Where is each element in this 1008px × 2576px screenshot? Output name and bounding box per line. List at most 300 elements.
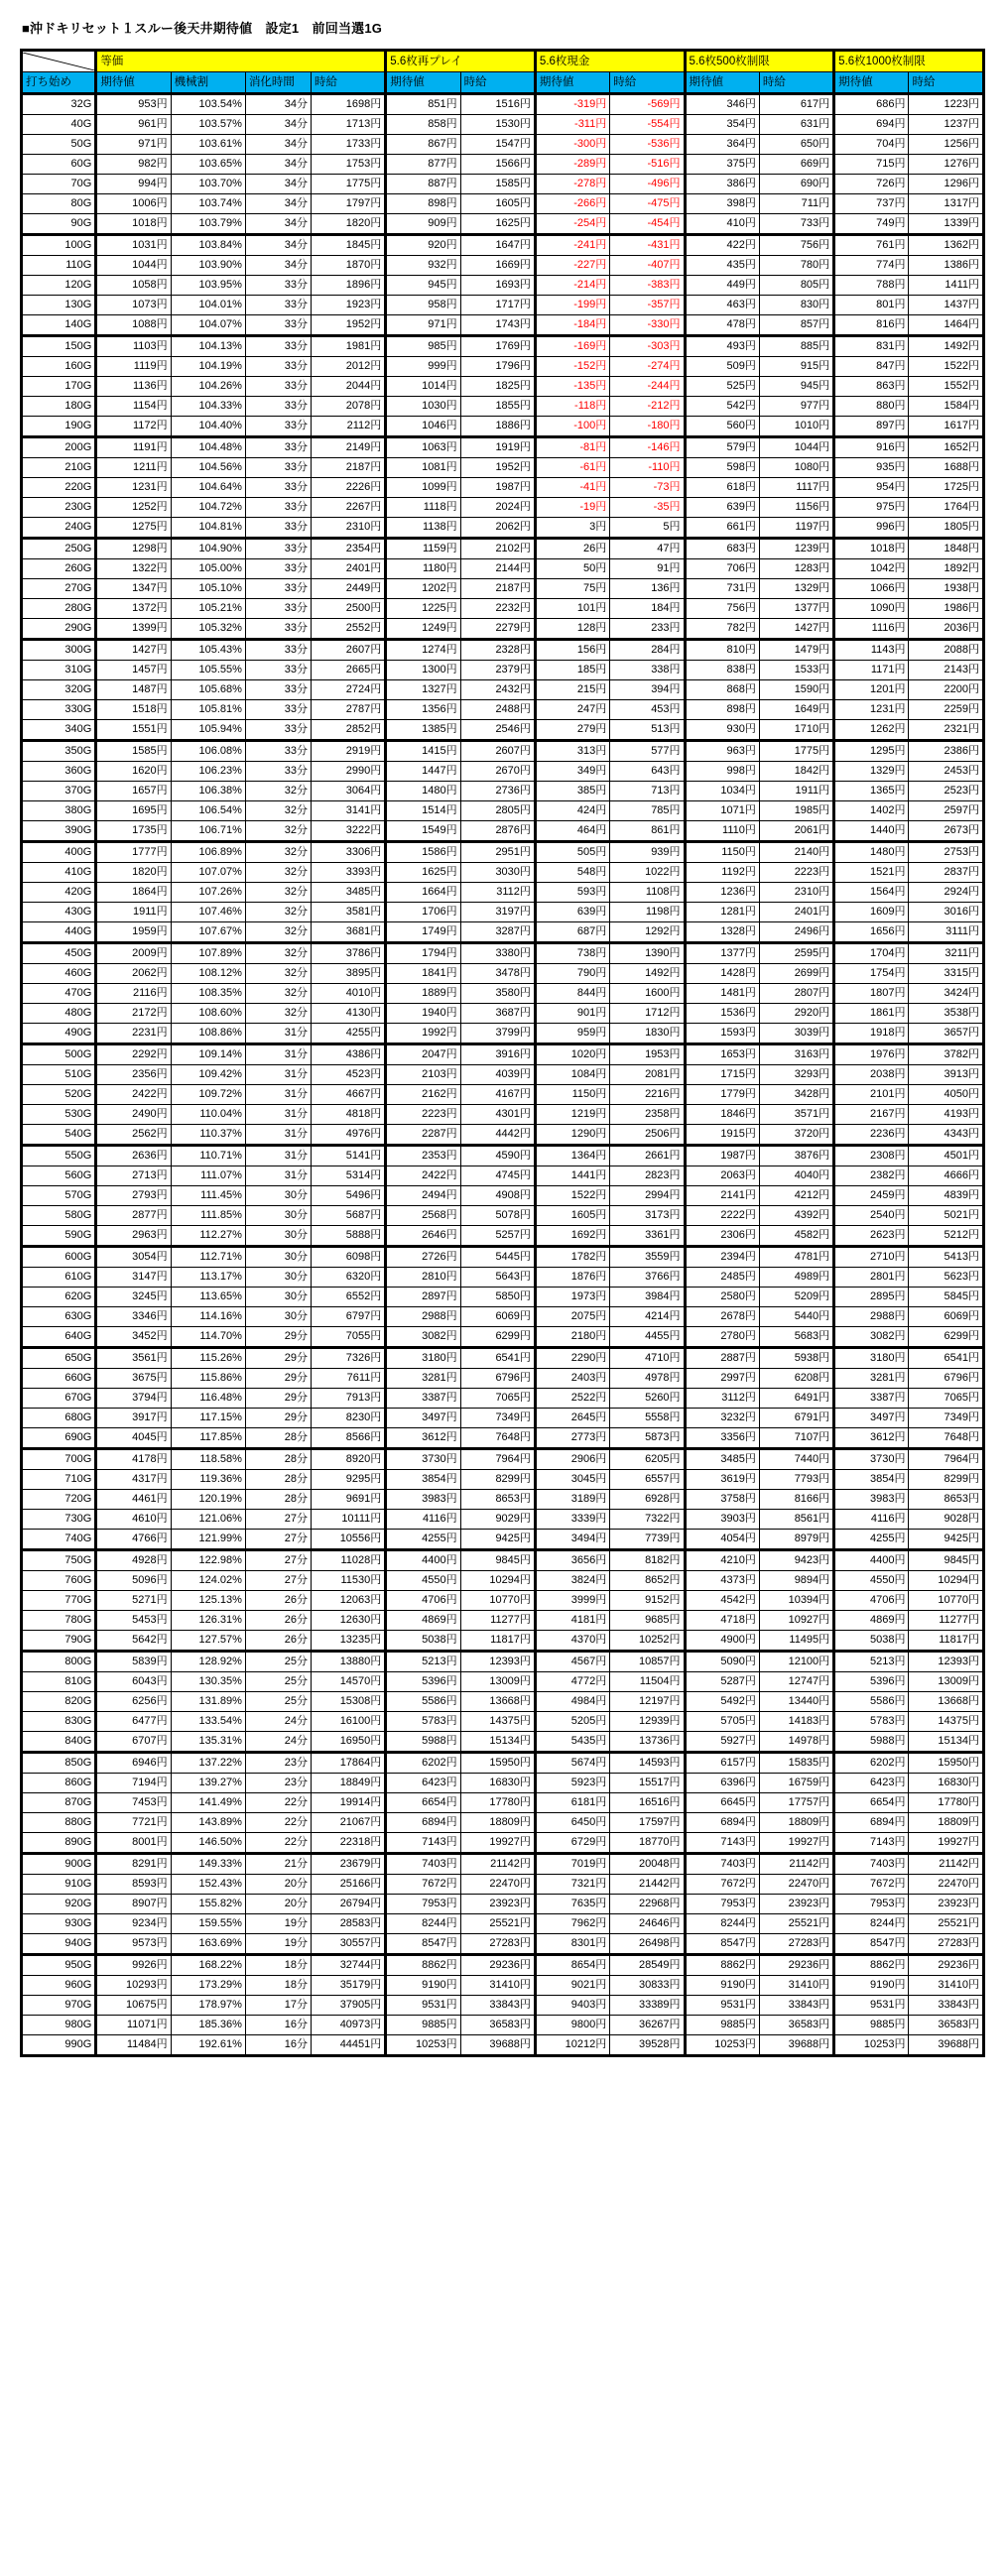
cell-r88-c10: 22470円 — [759, 1875, 833, 1895]
cell-r44-c9: 1481円 — [685, 984, 759, 1004]
cell-r40-c10: 2401円 — [759, 903, 833, 922]
cell-r11-c6: 1743円 — [460, 315, 535, 336]
cell-r54-c10: 4212円 — [759, 1186, 833, 1206]
cell-r81-c4: 16950円 — [311, 1732, 385, 1753]
cell-r86-c1: 8001円 — [96, 1833, 171, 1854]
cell-r26-c3: 33分 — [245, 619, 311, 640]
cell-r90-c2: 159.55% — [171, 1914, 245, 1934]
cell-r84-c6: 17780円 — [460, 1793, 535, 1813]
cell-r90-c4: 28583円 — [311, 1914, 385, 1934]
cell-r43-c8: 1492円 — [610, 964, 685, 984]
table-row — [22, 1389, 984, 1409]
cell-r18-c2: 104.56% — [171, 458, 245, 478]
table-row — [22, 680, 984, 700]
table-row — [22, 1268, 984, 1288]
cell-r9-c11: 788円 — [834, 276, 909, 296]
cell-r79-c5: 5586円 — [386, 1692, 460, 1712]
cell-r2-c10: 650円 — [759, 135, 833, 155]
cell-r53-c4: 5314円 — [311, 1166, 385, 1186]
cell-r66-c4: 8566円 — [311, 1428, 385, 1449]
cell-r91-c1: 9573円 — [96, 1934, 171, 1955]
cell-r17-c8: -146円 — [610, 437, 685, 458]
cell-r4-c3: 34分 — [245, 175, 311, 194]
cell-r71-c8: 7739円 — [610, 1530, 685, 1550]
cell-r24-c7: 75円 — [535, 579, 609, 599]
cell-r14-c8: -244円 — [610, 377, 685, 397]
cell-r61-c4: 7055円 — [311, 1327, 385, 1348]
cell-r20-c5: 1118円 — [386, 498, 460, 518]
cell-r18-c3: 33分 — [245, 458, 311, 478]
cell-r58-c6: 5643円 — [460, 1268, 535, 1288]
cell-r83-c9: 6396円 — [685, 1774, 759, 1793]
row-game-count: 680G — [22, 1409, 96, 1428]
row-game-count: 450G — [22, 943, 96, 964]
cell-r2-c5: 867円 — [386, 135, 460, 155]
cell-r29-c6: 2432円 — [460, 680, 535, 700]
row-game-count: 510G — [22, 1065, 96, 1085]
cell-r85-c7: 6450円 — [535, 1813, 609, 1833]
cell-r22-c2: 104.90% — [171, 539, 245, 559]
cell-r37-c9: 1150円 — [685, 842, 759, 863]
cell-r2-c1: 971円 — [96, 135, 171, 155]
row-game-count: 630G — [22, 1307, 96, 1327]
column-header-7: 期待値 — [535, 72, 609, 94]
column-header-6: 時給 — [460, 72, 535, 94]
cell-r5-c5: 898円 — [386, 194, 460, 214]
cell-r42-c5: 1794円 — [386, 943, 460, 964]
cell-r14-c7: -135円 — [535, 377, 609, 397]
cell-r77-c6: 12393円 — [460, 1652, 535, 1672]
table-row — [22, 115, 984, 135]
cell-r53-c1: 2713円 — [96, 1166, 171, 1186]
cell-r96-c11: 10253円 — [834, 2035, 909, 2056]
cell-r69-c6: 8653円 — [460, 1490, 535, 1510]
cell-r80-c1: 6477円 — [96, 1712, 171, 1732]
table-row — [22, 903, 984, 922]
cell-r47-c9: 1653円 — [685, 1044, 759, 1065]
cell-r75-c9: 4718円 — [685, 1611, 759, 1631]
cell-r78-c1: 6043円 — [96, 1672, 171, 1692]
cell-r55-c12: 5021円 — [909, 1206, 984, 1226]
row-game-count: 580G — [22, 1206, 96, 1226]
row-game-count: 500G — [22, 1044, 96, 1065]
cell-r76-c7: 4370円 — [535, 1631, 609, 1652]
cell-r14-c11: 863円 — [834, 377, 909, 397]
cell-r69-c4: 9691円 — [311, 1490, 385, 1510]
table-row — [22, 1369, 984, 1389]
cell-r66-c9: 3356円 — [685, 1428, 759, 1449]
row-game-count: 210G — [22, 458, 96, 478]
cell-r56-c8: 3361円 — [610, 1226, 685, 1247]
cell-r73-c4: 11530円 — [311, 1571, 385, 1591]
cell-r82-c6: 15950円 — [460, 1753, 535, 1774]
table-row — [22, 1428, 984, 1449]
expected-value-table — [20, 49, 985, 2057]
cell-r29-c4: 2724円 — [311, 680, 385, 700]
cell-r53-c5: 2422円 — [386, 1166, 460, 1186]
cell-r15-c1: 1154円 — [96, 397, 171, 417]
cell-r50-c1: 2490円 — [96, 1105, 171, 1125]
cell-r4-c8: -496円 — [610, 175, 685, 194]
table-row — [22, 1307, 984, 1327]
cell-r47-c2: 109.14% — [171, 1044, 245, 1065]
cell-r66-c3: 28分 — [245, 1428, 311, 1449]
cell-r57-c7: 1782円 — [535, 1247, 609, 1268]
table-row — [22, 640, 984, 661]
cell-r78-c4: 14570円 — [311, 1672, 385, 1692]
cell-r95-c5: 9885円 — [386, 2016, 460, 2035]
row-game-count: 440G — [22, 922, 96, 943]
cell-r88-c4: 25166円 — [311, 1875, 385, 1895]
cell-r95-c4: 40973円 — [311, 2016, 385, 2035]
cell-r19-c1: 1231円 — [96, 478, 171, 498]
cell-r29-c2: 105.68% — [171, 680, 245, 700]
row-game-count: 850G — [22, 1753, 96, 1774]
table-row — [22, 661, 984, 680]
cell-r0-c5: 851円 — [386, 94, 460, 115]
cell-r15-c2: 104.33% — [171, 397, 245, 417]
cell-r0-c10: 617円 — [759, 94, 833, 115]
row-game-count: 950G — [22, 1955, 96, 1976]
cell-r70-c8: 7322円 — [610, 1510, 685, 1530]
table-row — [22, 1591, 984, 1611]
cell-r51-c11: 2236円 — [834, 1125, 909, 1146]
cell-r32-c11: 1295円 — [834, 741, 909, 762]
cell-r71-c4: 10556円 — [311, 1530, 385, 1550]
cell-r31-c12: 2321円 — [909, 720, 984, 741]
cell-r79-c7: 4984円 — [535, 1692, 609, 1712]
cell-r52-c5: 2353円 — [386, 1146, 460, 1166]
cell-r39-c8: 1108円 — [610, 883, 685, 903]
cell-r1-c10: 631円 — [759, 115, 833, 135]
cell-r5-c9: 398円 — [685, 194, 759, 214]
cell-r8-c2: 103.90% — [171, 256, 245, 276]
row-game-count: 720G — [22, 1490, 96, 1510]
row-game-count: 900G — [22, 1854, 96, 1875]
cell-r14-c9: 525円 — [685, 377, 759, 397]
cell-r30-c2: 105.81% — [171, 700, 245, 720]
cell-r6-c8: -454円 — [610, 214, 685, 235]
row-game-count: 120G — [22, 276, 96, 296]
row-game-count: 110G — [22, 256, 96, 276]
row-game-count: 960G — [22, 1976, 96, 1996]
cell-r16-c1: 1172円 — [96, 417, 171, 437]
cell-r25-c9: 756円 — [685, 599, 759, 619]
cell-r61-c3: 29分 — [245, 1327, 311, 1348]
cell-r86-c2: 146.50% — [171, 1833, 245, 1854]
cell-r34-c10: 1911円 — [759, 782, 833, 801]
cell-r71-c6: 9425円 — [460, 1530, 535, 1550]
cell-r60-c8: 4214円 — [610, 1307, 685, 1327]
cell-r76-c3: 26分 — [245, 1631, 311, 1652]
cell-r6-c3: 34分 — [245, 214, 311, 235]
cell-r73-c3: 27分 — [245, 1571, 311, 1591]
row-game-count: 540G — [22, 1125, 96, 1146]
cell-r81-c9: 5927円 — [685, 1732, 759, 1753]
cell-r43-c5: 1841円 — [386, 964, 460, 984]
cell-r11-c11: 816円 — [834, 315, 909, 336]
cell-r28-c9: 838円 — [685, 661, 759, 680]
cell-r77-c2: 128.92% — [171, 1652, 245, 1672]
cell-r40-c3: 32分 — [245, 903, 311, 922]
cell-r36-c9: 1110円 — [685, 821, 759, 842]
cell-r37-c1: 1777円 — [96, 842, 171, 863]
cell-r86-c9: 7143円 — [685, 1833, 759, 1854]
cell-r95-c7: 9800円 — [535, 2016, 609, 2035]
cell-r62-c10: 5938円 — [759, 1348, 833, 1369]
cell-r63-c9: 2997円 — [685, 1369, 759, 1389]
table-row — [22, 1712, 984, 1732]
cell-r93-c4: 35179円 — [311, 1976, 385, 1996]
table-row — [22, 599, 984, 619]
cell-r43-c11: 1754円 — [834, 964, 909, 984]
cell-r70-c3: 27分 — [245, 1510, 311, 1530]
table-row — [22, 1288, 984, 1307]
cell-r61-c8: 4455円 — [610, 1327, 685, 1348]
cell-r9-c2: 103.95% — [171, 276, 245, 296]
row-game-count: 800G — [22, 1652, 96, 1672]
cell-r47-c8: 1953円 — [610, 1044, 685, 1065]
cell-r59-c1: 3245円 — [96, 1288, 171, 1307]
column-header-1: 期待値 — [96, 72, 171, 94]
cell-r43-c6: 3478円 — [460, 964, 535, 984]
cell-r25-c2: 105.21% — [171, 599, 245, 619]
table-row — [22, 1449, 984, 1470]
cell-r75-c6: 11277円 — [460, 1611, 535, 1631]
cell-r6-c1: 1018円 — [96, 214, 171, 235]
cell-r17-c1: 1191円 — [96, 437, 171, 458]
table-row — [22, 1774, 984, 1793]
cell-r53-c8: 2823円 — [610, 1166, 685, 1186]
cell-r41-c4: 3681円 — [311, 922, 385, 943]
cell-r45-c3: 32分 — [245, 1004, 311, 1024]
cell-r88-c6: 22470円 — [460, 1875, 535, 1895]
row-game-count: 610G — [22, 1268, 96, 1288]
cell-r42-c1: 2009円 — [96, 943, 171, 964]
cell-r33-c12: 2453円 — [909, 762, 984, 782]
cell-r73-c5: 4550円 — [386, 1571, 460, 1591]
cell-r22-c11: 1018円 — [834, 539, 909, 559]
row-game-count: 380G — [22, 801, 96, 821]
cell-r82-c4: 17864円 — [311, 1753, 385, 1774]
cell-r62-c12: 6541円 — [909, 1348, 984, 1369]
cell-r33-c4: 2990円 — [311, 762, 385, 782]
cell-r10-c5: 958円 — [386, 296, 460, 315]
cell-r75-c3: 26分 — [245, 1611, 311, 1631]
cell-r62-c3: 29分 — [245, 1348, 311, 1369]
cell-r61-c10: 5683円 — [759, 1327, 833, 1348]
cell-r54-c12: 4839円 — [909, 1186, 984, 1206]
row-game-count: 820G — [22, 1692, 96, 1712]
cell-r87-c12: 21142円 — [909, 1854, 984, 1875]
cell-r11-c3: 33分 — [245, 315, 311, 336]
cell-r26-c2: 105.32% — [171, 619, 245, 640]
cell-r54-c7: 1522円 — [535, 1186, 609, 1206]
cell-r83-c2: 139.27% — [171, 1774, 245, 1793]
cell-r14-c5: 1014円 — [386, 377, 460, 397]
cell-r47-c7: 1020円 — [535, 1044, 609, 1065]
cell-r26-c8: 233円 — [610, 619, 685, 640]
cell-r37-c6: 2951円 — [460, 842, 535, 863]
cell-r41-c2: 107.67% — [171, 922, 245, 943]
cell-r75-c5: 4869円 — [386, 1611, 460, 1631]
cell-r78-c7: 4772円 — [535, 1672, 609, 1692]
cell-r50-c5: 2223円 — [386, 1105, 460, 1125]
cell-r91-c10: 27283円 — [759, 1934, 833, 1955]
row-game-count: 830G — [22, 1712, 96, 1732]
cell-r26-c4: 2552円 — [311, 619, 385, 640]
cell-r61-c1: 3452円 — [96, 1327, 171, 1348]
table-row — [22, 256, 984, 276]
cell-r37-c7: 505円 — [535, 842, 609, 863]
cell-r10-c4: 1923円 — [311, 296, 385, 315]
cell-r80-c3: 24分 — [245, 1712, 311, 1732]
cell-r89-c7: 7635円 — [535, 1895, 609, 1914]
cell-r75-c10: 10927円 — [759, 1611, 833, 1631]
table-row — [22, 1409, 984, 1428]
cell-r49-c5: 2162円 — [386, 1085, 460, 1105]
cell-r81-c10: 14978円 — [759, 1732, 833, 1753]
cell-r76-c5: 5038円 — [386, 1631, 460, 1652]
cell-r58-c10: 4989円 — [759, 1268, 833, 1288]
cell-r59-c8: 3984円 — [610, 1288, 685, 1307]
cell-r72-c2: 122.98% — [171, 1550, 245, 1571]
cell-r88-c2: 152.43% — [171, 1875, 245, 1895]
cell-r7-c2: 103.84% — [171, 235, 245, 256]
cell-r96-c1: 11484円 — [96, 2035, 171, 2056]
cell-r5-c12: 1317円 — [909, 194, 984, 214]
cell-r86-c6: 19927円 — [460, 1833, 535, 1854]
table-row — [22, 235, 984, 256]
cell-r72-c5: 4400円 — [386, 1550, 460, 1571]
cell-r88-c12: 22470円 — [909, 1875, 984, 1895]
cell-r81-c8: 13736円 — [610, 1732, 685, 1753]
cell-r66-c6: 7648円 — [460, 1428, 535, 1449]
cell-r21-c3: 33分 — [245, 518, 311, 539]
cell-r55-c6: 5078円 — [460, 1206, 535, 1226]
cell-r29-c8: 394円 — [610, 680, 685, 700]
cell-r90-c7: 7962円 — [535, 1914, 609, 1934]
cell-r41-c10: 2496円 — [759, 922, 833, 943]
cell-r69-c11: 3983円 — [834, 1490, 909, 1510]
table-row — [22, 357, 984, 377]
cell-r23-c4: 2401円 — [311, 559, 385, 579]
cell-r93-c8: 30833円 — [610, 1976, 685, 1996]
cell-r71-c11: 4255円 — [834, 1530, 909, 1550]
cell-r15-c5: 1030円 — [386, 397, 460, 417]
row-game-count: 140G — [22, 315, 96, 336]
cell-r72-c8: 8182円 — [610, 1550, 685, 1571]
row-game-count: 550G — [22, 1146, 96, 1166]
row-game-count: 710G — [22, 1470, 96, 1490]
cell-r90-c1: 9234円 — [96, 1914, 171, 1934]
cell-r49-c11: 2101円 — [834, 1085, 909, 1105]
cell-r8-c1: 1044円 — [96, 256, 171, 276]
cell-r33-c7: 349円 — [535, 762, 609, 782]
cell-r51-c6: 4442円 — [460, 1125, 535, 1146]
cell-r76-c10: 11495円 — [759, 1631, 833, 1652]
cell-r47-c1: 2292円 — [96, 1044, 171, 1065]
cell-r92-c2: 168.22% — [171, 1955, 245, 1976]
cell-r68-c8: 6557円 — [610, 1470, 685, 1490]
cell-r82-c11: 6202円 — [834, 1753, 909, 1774]
cell-r20-c4: 2267円 — [311, 498, 385, 518]
cell-r3-c3: 34分 — [245, 155, 311, 175]
row-game-count: 520G — [22, 1085, 96, 1105]
group-header-1: 等価 — [96, 51, 386, 72]
cell-r22-c9: 683円 — [685, 539, 759, 559]
diagonal-split-icon — [22, 51, 96, 72]
row-game-count: 340G — [22, 720, 96, 741]
cell-r38-c4: 3393円 — [311, 863, 385, 883]
cell-r95-c10: 36583円 — [759, 2016, 833, 2035]
cell-r44-c12: 3424円 — [909, 984, 984, 1004]
cell-r96-c12: 39688円 — [909, 2035, 984, 2056]
table-row — [22, 437, 984, 458]
cell-r46-c6: 3799円 — [460, 1024, 535, 1044]
cell-r42-c11: 1704円 — [834, 943, 909, 964]
cell-r89-c12: 23923円 — [909, 1895, 984, 1914]
cell-r18-c12: 1688円 — [909, 458, 984, 478]
cell-r31-c10: 1710円 — [759, 720, 833, 741]
cell-r19-c2: 104.64% — [171, 478, 245, 498]
cell-r77-c4: 13880円 — [311, 1652, 385, 1672]
cell-r11-c4: 1952円 — [311, 315, 385, 336]
cell-r56-c9: 2306円 — [685, 1226, 759, 1247]
cell-r63-c5: 3281円 — [386, 1369, 460, 1389]
row-game-count: 860G — [22, 1774, 96, 1793]
table-row — [22, 801, 984, 821]
cell-r48-c10: 3293円 — [759, 1065, 833, 1085]
cell-r12-c4: 1981円 — [311, 336, 385, 357]
cell-r26-c6: 2279円 — [460, 619, 535, 640]
cell-r15-c9: 542円 — [685, 397, 759, 417]
cell-r19-c4: 2226円 — [311, 478, 385, 498]
cell-r74-c10: 10394円 — [759, 1591, 833, 1611]
cell-r41-c6: 3287円 — [460, 922, 535, 943]
cell-r56-c11: 2623円 — [834, 1226, 909, 1247]
cell-r20-c11: 975円 — [834, 498, 909, 518]
cell-r64-c6: 7065円 — [460, 1389, 535, 1409]
cell-r35-c8: 785円 — [610, 801, 685, 821]
cell-r83-c1: 7194円 — [96, 1774, 171, 1793]
cell-r42-c7: 738円 — [535, 943, 609, 964]
cell-r58-c11: 2801円 — [834, 1268, 909, 1288]
cell-r73-c10: 9894円 — [759, 1571, 833, 1591]
cell-r47-c6: 3916円 — [460, 1044, 535, 1065]
cell-r85-c2: 143.89% — [171, 1813, 245, 1833]
cell-r92-c3: 18分 — [245, 1955, 311, 1976]
table-row — [22, 498, 984, 518]
cell-r35-c4: 3141円 — [311, 801, 385, 821]
row-game-count: 810G — [22, 1672, 96, 1692]
cell-r55-c8: 3173円 — [610, 1206, 685, 1226]
cell-r94-c1: 10675円 — [96, 1996, 171, 2016]
cell-r14-c1: 1136円 — [96, 377, 171, 397]
cell-r77-c9: 5090円 — [685, 1652, 759, 1672]
cell-r2-c9: 364円 — [685, 135, 759, 155]
cell-r20-c9: 639円 — [685, 498, 759, 518]
cell-r44-c10: 2807円 — [759, 984, 833, 1004]
cell-r67-c1: 4178円 — [96, 1449, 171, 1470]
cell-r48-c11: 2038円 — [834, 1065, 909, 1085]
cell-r20-c2: 104.72% — [171, 498, 245, 518]
cell-r63-c1: 3675円 — [96, 1369, 171, 1389]
cell-r69-c10: 8166円 — [759, 1490, 833, 1510]
cell-r36-c7: 464円 — [535, 821, 609, 842]
cell-r82-c12: 15950円 — [909, 1753, 984, 1774]
cell-r78-c8: 11504円 — [610, 1672, 685, 1692]
